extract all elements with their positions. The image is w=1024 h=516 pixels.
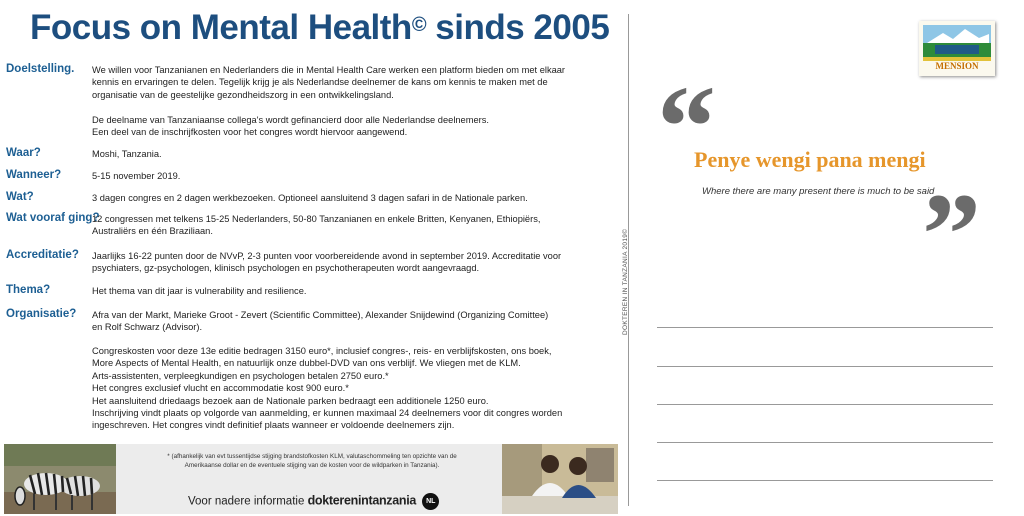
text-line: Het thema van dit jaar is vulnerability and resilience. [92,286,307,296]
brand-name: dokterenintanzania [307,493,417,508]
address-line [657,442,993,443]
text-line: ingeschreven. Het congres vindt definitief plaats wanneer er voldoende deelnemers zijn. [92,420,455,431]
text-line: Een deel van de inschrijfkosten voor het congres wordt hiervoor aangewend. [92,127,408,138]
text-line: en Rolf Schwarz (Advisor). [92,322,203,333]
text-line: 3 dagen congres en 2 dagen werkbezoeken. Optioneel aansluitend 3 dagen safari in de Nationale parken. [92,193,528,203]
info-footer [4,444,618,514]
address-line [657,366,993,367]
copyright-mark: © [411,14,427,36]
address-line [657,404,993,405]
text-line: 5-15 november 2019. [92,171,181,181]
text-line: Australiërs en één Braziliaan. [92,226,213,237]
section-text [92,309,614,334]
section-text [92,170,614,182]
section-text [92,148,614,160]
vertical-credit: DOKTEREN IN TANZANIA 2019© [622,228,629,335]
close-quote-icon: ” [922,169,981,300]
section-label: Waar? [6,147,41,159]
zebra-photo [4,444,116,514]
address-line [657,327,993,328]
page-title: Focus on Mental Health© sinds 2005 [30,8,610,47]
section-label: Accreditatie? [6,249,79,261]
text-line: De deelname van Tanzaniaanse collega's wordt gefinancierd door alle Nederlandse deelnemers. [92,114,489,125]
text-line: We willen voor Tanzanianen en Nederlanders die in Mental Health Care werken een platform bieden om met elkaar [92,65,566,75]
text-line: Inschrijving vindt plaats op volgorde van aanmelding, er kunnen maximaal 24 deelnemers voor dit congres worden [92,408,563,419]
text-line: Jaarlijks 16-22 punten door de NVvP, 2-3 punten voor voorbereidende avond in september 2019. Accreditatie voor [92,251,562,261]
proverb-translation: Where there are many present there is much to be said [702,186,935,197]
text-line: 12 congressen met telkens 15-25 Nederlanders, 50-80 Tanzanianen en enkele Britten, Kenyanen, Ethiopiërs, [92,214,541,224]
section-text [92,213,614,238]
section-text [92,345,614,432]
mension-stamp-logo: MENSION [919,21,995,76]
nl-badge: NL [422,493,439,510]
section-label: Doelstelling. [6,63,75,75]
section-label: Wat vooraf ging? [6,212,100,224]
section-label: Wanneer? [6,169,62,181]
text-line: Arts-assistenten, verpleegkundigen en psychologen betalen 2750 euro.* [92,370,389,381]
text-line: kennis en ervaringen te delen. Tegelijk krijg je als Nederlandse deelnemer de kans om kennis te maken met de [92,77,548,88]
text-line: Het aansluitend driedaags bezoek aan de Nationale parken bedraagt een additionele 1250 euro. [92,395,489,406]
more-info-line: Voor nadere informatie dokterenintanzania NL [188,493,439,510]
swahili-proverb: Penye wengi pana mengi [694,147,926,172]
section-text [92,64,614,138]
section-label: Organisatie? [6,308,77,320]
cost-footnote: * (afhankelijk van evt tussentijdse stijging brandstofkosten KLM, valutaschommeling ten opzichte van de Amerikaanse dollar en de eventuele stijging van de kosten voor de wildparken in Tanzania). [167,453,457,469]
section-label: Thema? [6,284,51,296]
text-line: More Aspects of Mental Health, en natuurlijk onze dubbel-DVD van ons verblijf. We vliegen met de KLM. [92,358,521,369]
address-line [657,480,993,481]
text-line [92,101,614,113]
section-label: Wat? [6,191,34,203]
text-line: organisatie van de geestelijke gezondheidszorg in een ontwikkelingsland. [92,89,394,100]
open-quote-icon: “ [657,61,716,192]
text-line: Congreskosten voor deze 13e editie bedragen 3150 euro*, inclusief congres-, reis- en verblijfskosten, ons boek, [92,346,552,356]
text-line: Afra van der Markt, Marieke Groot - Zevert (Scientific Committee), Alexander Snijdewind (Organizing Comittee) [92,310,549,320]
section-text [92,250,614,275]
section-text [92,192,614,204]
text-line: Het congres exclusief vlucht en accommodatie kost 900 euro.* [92,383,349,394]
participants-photo [502,444,618,514]
text-line: psychiaters, gz-psychologen, klinisch psychologen en psychotherapeuten wordt aangevraagd. [92,263,480,274]
section-text [92,285,614,297]
text-line: Moshi, Tanzania. [92,149,162,159]
